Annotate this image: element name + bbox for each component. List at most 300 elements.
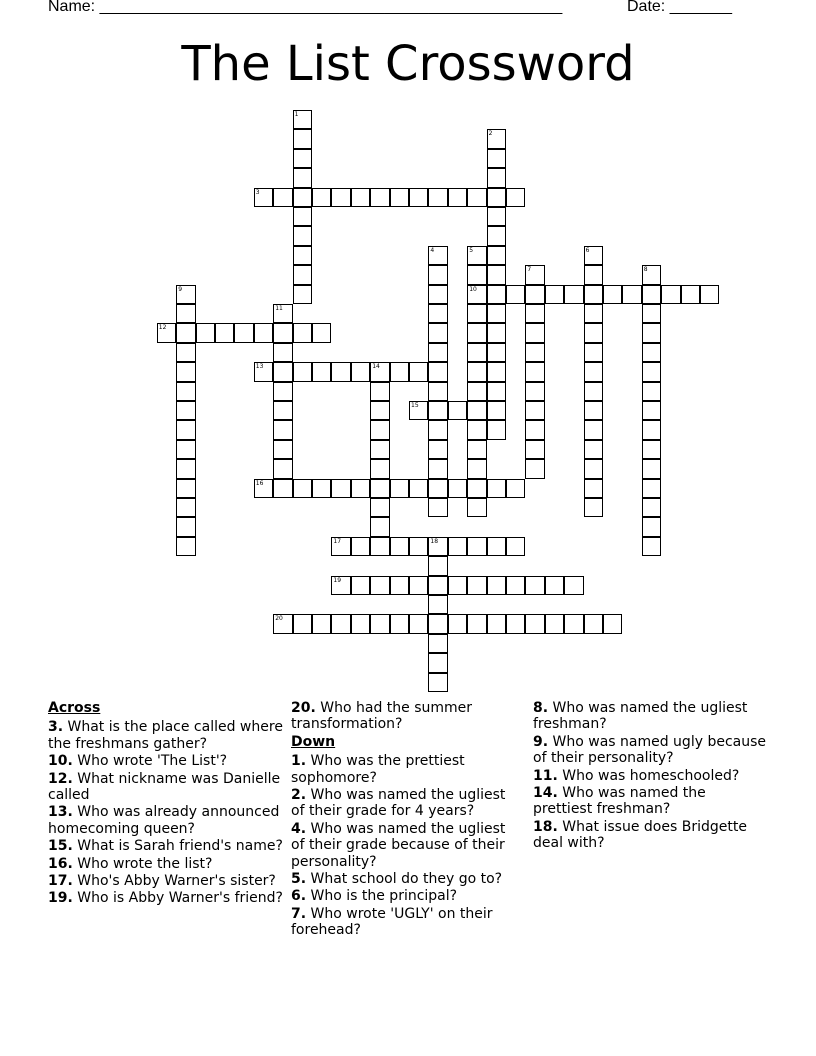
grid-cell[interactable] [584, 614, 603, 633]
grid-cell[interactable] [564, 576, 583, 595]
grid-cell[interactable] [390, 362, 409, 381]
grid-cell[interactable] [176, 323, 195, 342]
down-clue [291, 787, 517, 820]
grid-cell[interactable] [564, 614, 583, 633]
grid-cell[interactable] [157, 323, 176, 342]
clue-number: 19. [48, 890, 73, 907]
clue-text: Who was homeschooled? [562, 767, 740, 784]
grid-cell[interactable] [467, 420, 486, 439]
clue-text: Who wrote 'The List'? [77, 753, 228, 770]
grid-cell[interactable] [409, 614, 428, 633]
grid-cell[interactable] [273, 459, 292, 478]
grid-cell[interactable] [312, 614, 331, 633]
grid-cell[interactable] [525, 614, 544, 633]
grid-cell[interactable] [467, 304, 486, 323]
grid-cell[interactable] [273, 362, 292, 381]
grid-cell[interactable] [312, 479, 331, 498]
grid-cell[interactable] [254, 323, 273, 342]
grid-cell[interactable] [293, 614, 312, 633]
grid-cell[interactable] [351, 479, 370, 498]
clue-text: Who was named the prettiest freshman? [533, 785, 706, 818]
clue-text: Who is the principal? [310, 888, 458, 905]
grid-cell[interactable] [487, 479, 506, 498]
grid-cell[interactable] [273, 304, 292, 323]
grid-cell[interactable] [467, 343, 486, 362]
grid-cell[interactable] [584, 323, 603, 342]
grid-cell[interactable] [370, 420, 389, 439]
grid-cell[interactable] [428, 634, 447, 653]
grid-cell[interactable] [273, 188, 292, 207]
clue-text: Who wrote 'UGLY' on their forehead? [291, 905, 493, 939]
grid-cell[interactable] [603, 285, 622, 304]
across-clue [291, 700, 517, 733]
clue-number: 18. [533, 818, 558, 835]
grid-cell[interactable] [467, 576, 486, 595]
grid-cell[interactable] [584, 459, 603, 478]
grid-cell[interactable] [487, 614, 506, 633]
grid-cell[interactable] [642, 537, 661, 556]
grid-cell[interactable] [467, 265, 486, 284]
grid-cell[interactable] [603, 614, 622, 633]
down-clue [291, 821, 517, 870]
grid-cell[interactable] [331, 537, 350, 556]
grid-cell[interactable] [390, 614, 409, 633]
grid-cell[interactable] [331, 576, 350, 595]
date-field[interactable]: Date: _______ [627, 0, 732, 15]
across-clue [48, 838, 284, 854]
grid-cell[interactable] [293, 479, 312, 498]
grid-cell[interactable] [448, 614, 467, 633]
grid-cell[interactable] [467, 498, 486, 517]
grid-cell[interactable] [467, 188, 486, 207]
across-clue [48, 890, 284, 906]
grid-cell[interactable] [487, 207, 506, 226]
grid-cell[interactable] [428, 498, 447, 517]
clue-text: Who is Abby Warner's friend? [77, 890, 283, 907]
grid-cell[interactable] [293, 129, 312, 148]
grid-cell[interactable] [487, 323, 506, 342]
grid-cell[interactable] [448, 576, 467, 595]
grid-cell[interactable] [584, 304, 603, 323]
grid-cell[interactable] [273, 401, 292, 420]
grid-cell[interactable] [642, 285, 661, 304]
grid-cell[interactable] [467, 401, 486, 420]
grid-cell[interactable] [409, 188, 428, 207]
grid-cell[interactable] [642, 420, 661, 439]
grid-cell[interactable] [370, 479, 389, 498]
grid-cell[interactable] [525, 285, 544, 304]
grid-cell[interactable] [293, 110, 312, 129]
grid-cell[interactable] [525, 459, 544, 478]
grid-cell[interactable] [273, 440, 292, 459]
grid-cell[interactable] [409, 479, 428, 498]
grid-cell[interactable] [642, 304, 661, 323]
grid-cell[interactable] [487, 129, 506, 148]
grid-cell[interactable] [584, 401, 603, 420]
grid-cell[interactable] [428, 459, 447, 478]
clue-text: Who was the prettiest sophomore? [291, 753, 465, 786]
clue-text: Who was named the ugliest of their grade for 4 years? [291, 787, 506, 820]
grid-cell[interactable] [661, 285, 680, 304]
grid-cell[interactable] [390, 188, 409, 207]
grid-cell[interactable] [487, 343, 506, 362]
grid-cell[interactable] [487, 362, 506, 381]
grid-cell[interactable] [370, 382, 389, 401]
grid-cell[interactable] [642, 362, 661, 381]
cell-number: 8 [643, 266, 648, 274]
grid-cell[interactable] [525, 362, 544, 381]
grid-cell[interactable] [448, 188, 467, 207]
clue-number: 16. [48, 855, 73, 872]
down-clue [291, 888, 517, 904]
grid-cell[interactable] [487, 246, 506, 265]
grid-cell[interactable] [370, 440, 389, 459]
down-clue [533, 768, 769, 784]
down-clue [533, 734, 769, 767]
clue-number: 9. [533, 733, 549, 750]
grid-cell[interactable] [467, 537, 486, 556]
cell-number: 16 [255, 479, 264, 487]
cell-number: 15 [411, 402, 419, 409]
grid-cell[interactable] [487, 168, 506, 187]
grid-cell[interactable] [428, 653, 447, 672]
grid-cell[interactable] [487, 576, 506, 595]
grid-cell[interactable] [176, 343, 195, 362]
grid-cell[interactable] [176, 401, 195, 420]
down-clue [291, 753, 517, 786]
grid-cell[interactable] [428, 420, 447, 439]
grid-cell[interactable] [390, 537, 409, 556]
grid-cell[interactable] [525, 382, 544, 401]
grid-cell[interactable] [584, 246, 603, 265]
grid-cell[interactable] [487, 188, 506, 207]
grid-cell[interactable] [467, 285, 486, 304]
grid-cell[interactable] [176, 362, 195, 381]
grid-cell[interactable] [370, 517, 389, 536]
grid-cell[interactable] [428, 673, 447, 692]
grid-cell[interactable] [622, 285, 641, 304]
grid-cell[interactable] [273, 343, 292, 362]
grid-cell[interactable] [293, 362, 312, 381]
grid-cell[interactable] [331, 614, 350, 633]
grid-cell[interactable] [525, 343, 544, 362]
across-clue [48, 856, 284, 872]
grid-cell[interactable] [293, 207, 312, 226]
grid-cell[interactable] [487, 226, 506, 245]
grid-cell[interactable] [273, 323, 292, 342]
grid-cell[interactable] [584, 479, 603, 498]
grid-cell[interactable] [409, 576, 428, 595]
clue-number: 1. [291, 753, 307, 770]
clue-number: 5. [291, 871, 307, 888]
grid-cell[interactable] [273, 479, 292, 498]
grid-cell[interactable] [370, 401, 389, 420]
grid-cell[interactable] [681, 285, 700, 304]
down-clue [291, 871, 517, 887]
grid-cell[interactable] [506, 285, 525, 304]
grid-cell[interactable] [428, 323, 447, 342]
cell-number: 6 [585, 246, 590, 254]
grid-cell[interactable] [448, 537, 467, 556]
clue-text: Who was already announced homecoming queen? [48, 804, 280, 837]
grid-cell[interactable] [487, 401, 506, 420]
across-clue [48, 753, 284, 769]
grid-cell[interactable] [584, 498, 603, 517]
grid-cell[interactable] [428, 401, 447, 420]
grid-cell[interactable] [370, 537, 389, 556]
cell-number: 20 [275, 615, 283, 623]
grid-cell[interactable] [642, 498, 661, 517]
grid-cell[interactable] [584, 362, 603, 381]
clue-number: 17. [48, 873, 73, 890]
grid-cell[interactable] [351, 537, 370, 556]
cell-number: 18 [430, 537, 439, 545]
grid-cell[interactable] [176, 517, 195, 536]
cell-number: 13 [255, 363, 264, 371]
grid-cell[interactable] [293, 285, 312, 304]
grid-cell[interactable] [234, 323, 253, 342]
grid-cell[interactable] [370, 576, 389, 595]
grid-cell[interactable] [254, 188, 273, 207]
grid-cell[interactable] [370, 459, 389, 478]
grid-cell[interactable] [525, 265, 544, 284]
down-clue [291, 906, 517, 939]
grid-cell[interactable] [487, 537, 506, 556]
grid-cell[interactable] [506, 614, 525, 633]
grid-cell[interactable] [351, 576, 370, 595]
grid-cell[interactable] [584, 285, 603, 304]
grid-cell[interactable] [525, 323, 544, 342]
cell-number: 12 [158, 324, 167, 332]
clue-number: 4. [291, 820, 307, 837]
grid-cell[interactable] [506, 537, 525, 556]
clue-text: Who was named the ugliest freshman? [533, 700, 748, 733]
clue-text: Who wrote the list? [77, 855, 213, 872]
grid-cell[interactable] [428, 537, 447, 556]
cell-number: 19 [333, 576, 342, 584]
grid-cell[interactable] [642, 459, 661, 478]
cell-number: 11 [275, 305, 283, 312]
clue-text: What nickname was Danielle called [48, 770, 281, 804]
grid-cell[interactable] [487, 382, 506, 401]
across-clue [48, 771, 284, 804]
grid-cell[interactable] [176, 479, 195, 498]
clue-number: 14. [533, 785, 558, 802]
grid-cell[interactable] [467, 614, 486, 633]
grid-cell[interactable] [370, 614, 389, 633]
grid-cell[interactable] [467, 459, 486, 478]
grid-cell[interactable] [409, 537, 428, 556]
clue-number: 11. [533, 767, 558, 784]
grid-cell[interactable] [467, 382, 486, 401]
grid-cell[interactable] [176, 440, 195, 459]
grid-cell[interactable] [487, 149, 506, 168]
clue-text: What is Sarah friend's name? [77, 838, 283, 855]
grid-cell[interactable] [176, 382, 195, 401]
grid-cell[interactable] [525, 420, 544, 439]
down-clue [533, 819, 769, 852]
grid-cell[interactable] [428, 362, 447, 381]
clue-number: 2. [291, 787, 307, 804]
grid-cell[interactable] [642, 382, 661, 401]
clue-number: 13. [48, 804, 73, 821]
grid-cell[interactable] [390, 479, 409, 498]
grid-cell[interactable] [254, 362, 273, 381]
grid-cell[interactable] [351, 362, 370, 381]
clue-text: Who had the summer transformation? [291, 700, 473, 733]
grid-cell[interactable] [642, 323, 661, 342]
clues-column-2 [291, 700, 517, 940]
grid-cell[interactable] [428, 595, 447, 614]
clue-number: 6. [291, 888, 307, 905]
grid-cell[interactable] [448, 479, 467, 498]
clue-number: 3. [48, 719, 64, 736]
grid-cell[interactable] [487, 265, 506, 284]
grid-cell[interactable] [273, 614, 292, 633]
across-clue [48, 873, 284, 889]
grid-cell[interactable] [312, 188, 331, 207]
grid-cell[interactable] [467, 323, 486, 342]
grid-cell[interactable] [293, 265, 312, 284]
grid-cell[interactable] [428, 576, 447, 595]
grid-cell[interactable] [428, 188, 447, 207]
grid-cell[interactable] [506, 188, 525, 207]
grid-cell[interactable] [428, 265, 447, 284]
grid-cell[interactable] [525, 304, 544, 323]
cell-number: 7 [527, 266, 532, 274]
clues-column-1 [48, 700, 284, 908]
grid-cell[interactable] [642, 265, 661, 284]
grid-cell[interactable] [584, 440, 603, 459]
clue-text: Who's Abby Warner's sister? [77, 873, 276, 890]
grid-cell[interactable] [642, 440, 661, 459]
grid-cell[interactable] [428, 246, 447, 265]
grid-cell[interactable] [293, 149, 312, 168]
grid-cell[interactable] [545, 576, 564, 595]
grid-cell[interactable] [487, 420, 506, 439]
grid-cell[interactable] [448, 401, 467, 420]
grid-cell[interactable] [467, 246, 486, 265]
grid-cell[interactable] [293, 188, 312, 207]
grid-cell[interactable] [525, 440, 544, 459]
clue-number: 8. [533, 700, 549, 716]
grid-cell[interactable] [525, 401, 544, 420]
grid-cell[interactable] [584, 343, 603, 362]
grid-cell[interactable] [331, 188, 350, 207]
grid-cell[interactable] [506, 479, 525, 498]
clue-number: 12. [48, 770, 73, 787]
clue-number: 10. [48, 753, 73, 770]
grid-cell[interactable] [584, 382, 603, 401]
grid-cell[interactable] [176, 498, 195, 517]
grid-cell[interactable] [312, 323, 331, 342]
grid-cell[interactable] [564, 285, 583, 304]
grid-cell[interactable] [428, 382, 447, 401]
grid-cell[interactable] [293, 226, 312, 245]
cell-number: 10 [469, 285, 477, 293]
grid-cell[interactable] [370, 362, 389, 381]
grid-cell[interactable] [351, 188, 370, 207]
grid-cell[interactable] [584, 265, 603, 284]
grid-cell[interactable] [428, 614, 447, 633]
grid-cell[interactable] [506, 576, 525, 595]
grid-cell[interactable] [428, 556, 447, 575]
grid-cell[interactable] [293, 323, 312, 342]
grid-cell[interactable] [273, 382, 292, 401]
grid-cell[interactable] [351, 614, 370, 633]
down-clue [533, 785, 769, 818]
name-field[interactable]: Name: ____________________________________________________ [48, 0, 563, 15]
cell-number: 14 [372, 363, 380, 371]
grid-cell[interactable] [584, 420, 603, 439]
grid-cell[interactable] [409, 401, 428, 420]
grid-cell[interactable] [642, 401, 661, 420]
cell-number: 2 [488, 130, 493, 138]
cell-number: 4 [430, 246, 435, 254]
grid-cell[interactable] [525, 576, 544, 595]
grid-cell[interactable] [176, 420, 195, 439]
grid-cell[interactable] [467, 440, 486, 459]
grid-cell[interactable] [642, 517, 661, 536]
clues-column-3 [533, 700, 769, 853]
grid-cell[interactable] [409, 362, 428, 381]
grid-cell[interactable] [428, 440, 447, 459]
clue-number: 7. [291, 905, 307, 922]
cell-number: 17 [333, 537, 342, 545]
grid-cell[interactable] [642, 343, 661, 362]
grid-cell[interactable] [196, 323, 215, 342]
grid-cell[interactable] [487, 285, 506, 304]
grid-cell[interactable] [215, 323, 234, 342]
clue-text: What issue does Bridgette deal with? [533, 818, 747, 852]
clue-number: 20. [291, 700, 316, 716]
grid-cell[interactable] [428, 304, 447, 323]
grid-cell[interactable] [700, 285, 719, 304]
across-heading: Across [48, 700, 101, 716]
grid-cell[interactable] [545, 614, 564, 633]
grid-cell[interactable] [467, 479, 486, 498]
grid-cell[interactable] [176, 285, 195, 304]
grid-cell[interactable] [312, 362, 331, 381]
cell-number: 3 [255, 188, 260, 196]
clue-number: 15. [48, 838, 73, 855]
grid-cell[interactable] [273, 420, 292, 439]
across-clue [48, 719, 284, 752]
grid-cell[interactable] [331, 362, 350, 381]
grid-cell[interactable] [176, 304, 195, 323]
grid-cell[interactable] [642, 479, 661, 498]
grid-cell[interactable] [176, 459, 195, 478]
grid-cell[interactable] [467, 362, 486, 381]
grid-cell[interactable] [370, 188, 389, 207]
grid-cell[interactable] [428, 343, 447, 362]
grid-cell[interactable] [545, 285, 564, 304]
grid-cell[interactable] [293, 246, 312, 265]
cell-number: 1 [294, 111, 299, 118]
grid-cell[interactable] [428, 285, 447, 304]
grid-cell[interactable] [428, 479, 447, 498]
grid-cell[interactable] [487, 304, 506, 323]
grid-cell[interactable] [293, 168, 312, 187]
grid-cell[interactable] [390, 576, 409, 595]
across-clue [48, 804, 284, 837]
grid-cell[interactable] [331, 479, 350, 498]
grid-cell[interactable] [370, 498, 389, 517]
clue-text: Who was named ugly because of their personality? [533, 733, 767, 767]
down-clue [533, 700, 769, 733]
grid-cell[interactable] [176, 537, 195, 556]
grid-cell[interactable] [254, 479, 273, 498]
